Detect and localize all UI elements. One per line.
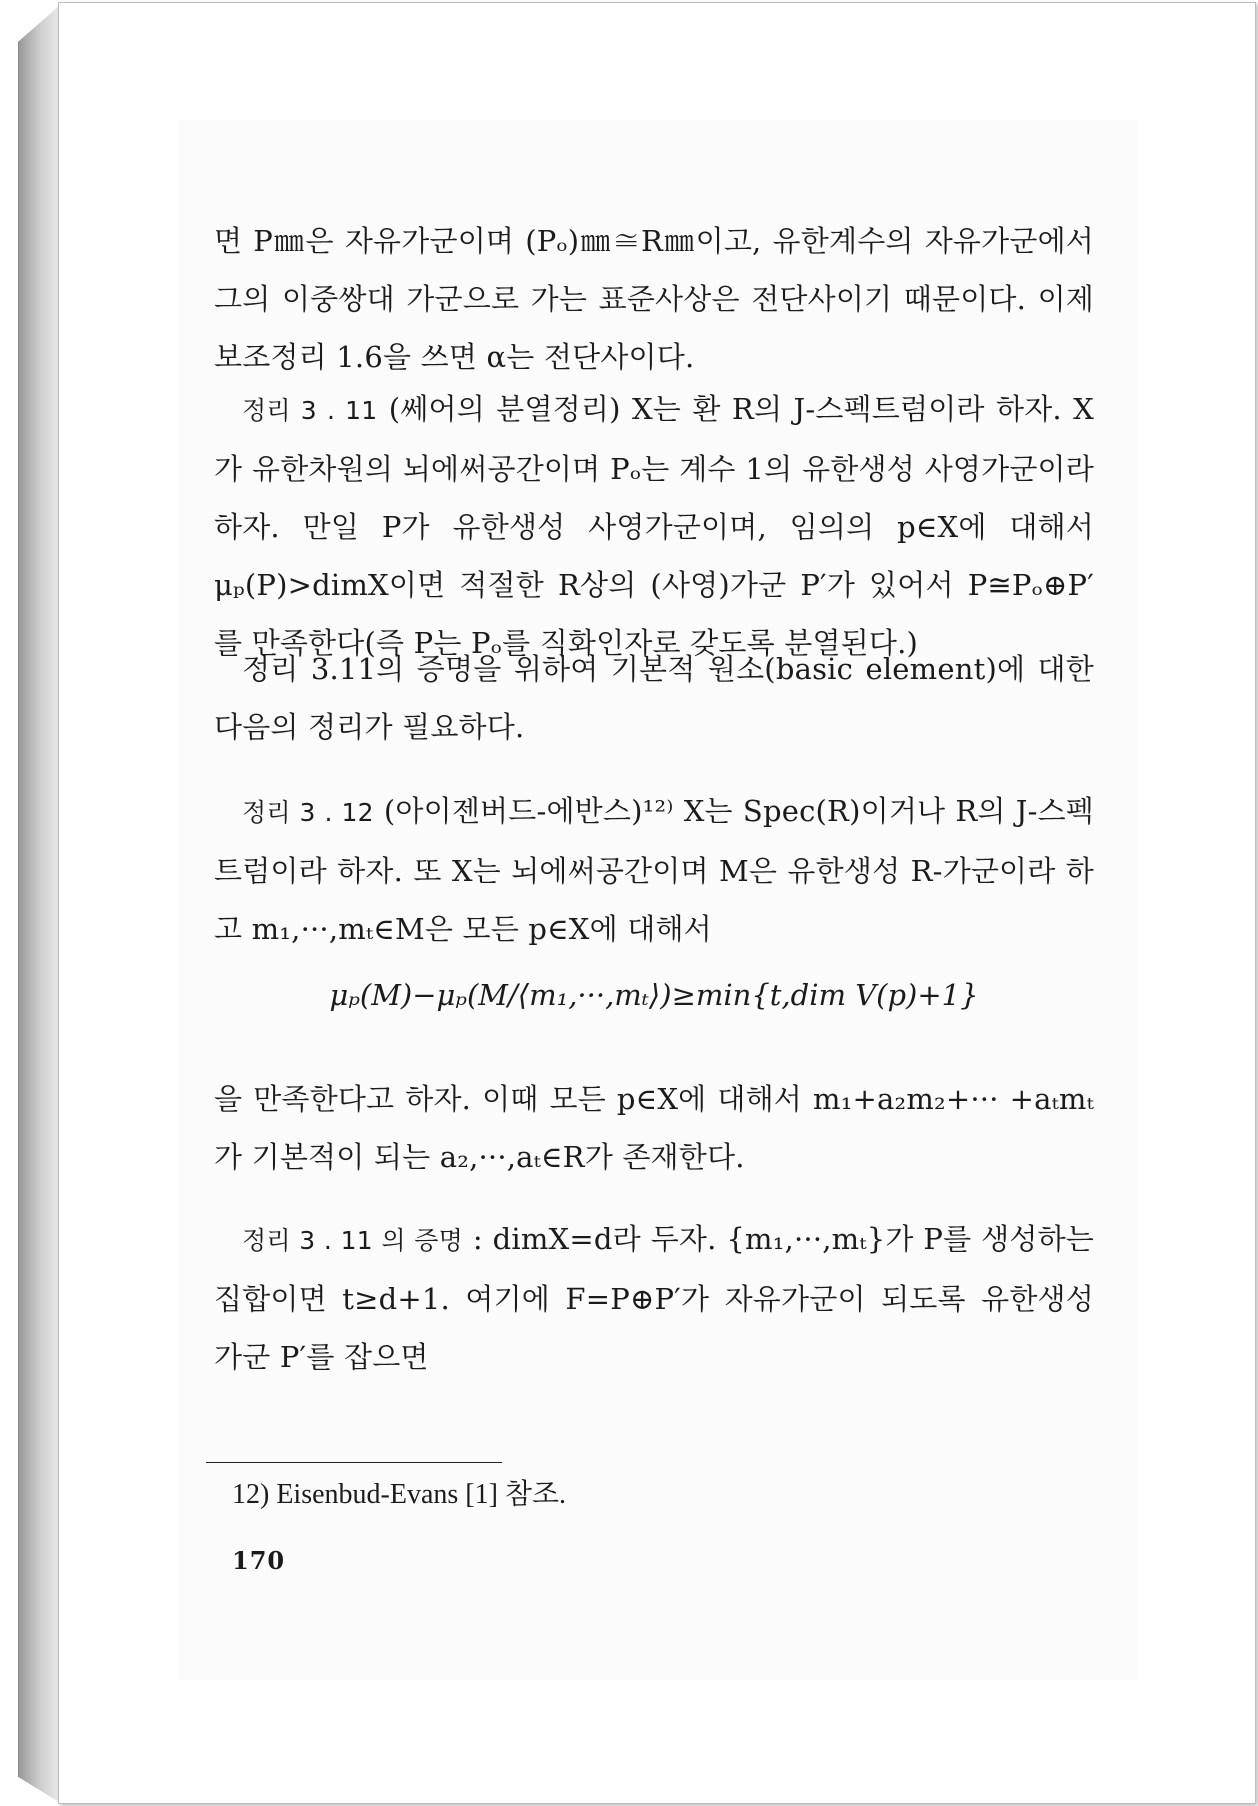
equation-text: μₚ(M)−μₚ(M/⟨m₁,···,mₜ⟩)≥min{t,dim V(p)+1} <box>329 978 979 1012</box>
theorem-3-11-body: (쎄어의 분열정리) X는 환 R의 J-스펙트럼이라 하자. X가 유한차원의 뇌에써공간이며 Pₒ는 계수 1의 유한생성 사영가군이라 하자. 만일 P가 유한생성 사영가군이며, 임의의 p∈X에 대해서 μₚ(P)>dimX이면 적절한 R상의 (사영)가군 P′가 있어서 P≅Pₒ⊕P′를 만족한다(즉 P는 Pₒ를 직화인자로 갖도록 분열된다.) <box>214 392 1095 660</box>
proof-heading: 정리 3 . 11 의 증명 <box>242 1226 463 1255</box>
paragraph-intro <box>214 212 1094 386</box>
display-equation <box>214 978 1094 1012</box>
paragraph-conclusion <box>214 1070 1094 1186</box>
book-spine-edge <box>18 6 59 1802</box>
paragraph-lead-in-text: 정리 3.11의 증명을 위하여 기본적 원소(basic element)에 대한 다음의 정리가 필요하다. <box>214 652 1094 744</box>
proof-3-11 <box>214 1210 1094 1386</box>
theorem-3-11 <box>214 380 1094 672</box>
theorem-3-12-body: (아이젠버드-에반스)¹²⁾ X는 Spec(R)이거나 R의 J-스펙트럼이라 하자. 또 X는 뇌에써공간이며 M은 유한생성 R-가군이라 하고 m₁,···,mₜ∈M은 모든 p∈X에 대해서 <box>214 794 1094 946</box>
paragraph-conclusion-text: 을 만족한다고 하자. 이때 모든 p∈X에 대해서 m₁+a₂m₂+··· +aₜmₜ가 기본적이 되는 a₂,···,aₜ∈R가 존재한다. <box>214 1082 1094 1174</box>
theorem-3-11-heading: 정리 3 . 11 <box>242 396 378 425</box>
paragraph-intro-text: 면 P㎜은 자유가군이며 (Pₒ)㎜≅R㎜이고, 유한계수의 자유가군에서 그의 이중쌍대 가군으로 가는 표준사상은 전단사이기 때문이다. 이제 보조정리 1.6을 쓰면 α는 전단사이다. <box>214 224 1094 374</box>
proof-body: : dimX=d라 두자. {m₁,···,mₜ}가 P를 생성하는 집합이면 t≥d+1. 여기에 F=P⊕P′가 자유가군이 되도록 유한생성 가군 P′를 잡으면 <box>214 1222 1094 1374</box>
footnote: 12) Eisenbud-Evans [1] 참조. <box>232 1479 567 1510</box>
footnote-rule <box>206 1462 502 1463</box>
paragraph-lead-in <box>214 640 1094 756</box>
theorem-3-12 <box>214 782 1094 958</box>
theorem-3-12-heading: 정리 3 . 12 <box>242 798 374 827</box>
page-number: 170 <box>232 1546 286 1575</box>
